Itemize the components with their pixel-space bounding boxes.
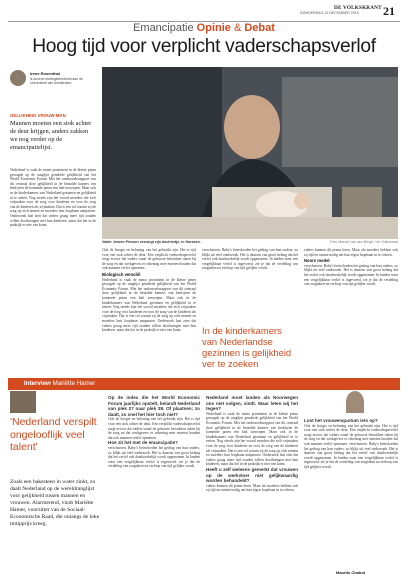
answer-2: verschuiven. Baby's beïnvloeden het gedrag van hun ouders, zo blijkt uit veel onderzoek. Het is daarom van groot belang dat het verlof ook daadwerkelijk wordt opgenomen. In landen waar een vergelijkbaar verlof is ingevoerd, zie je dat de verdeling van zorgtaken na verloop van tijd gelijker wordt. — [108, 445, 200, 469]
question-2: Hoe zit het met de emancipatie? — [108, 440, 178, 446]
issue-date: DONDERDAG 19 DECEMBER 2019 — [300, 11, 359, 15]
subhead-noors: Noors model — [304, 258, 330, 264]
section-title — [0, 22, 408, 34]
answer-4: vaders kunnen dit prima leren. Maar als moeders hebben ook zij tijd en ruimte nodig om hun eigen loopbaan in te richten. — [206, 483, 298, 493]
body-column-1 — [10, 168, 96, 373]
answer-5b: verschuiven. Baby's beïnvloeden het gedrag van hun ouders, zo blijkt uit veel onderzoek. Het is daarom van groot belang dat het verlof ook daadwerkelijk wordt opgenomen. In landen waar een vergelijkbaar verlof is ingevoerd, zie je dat de verdeling van zorgtaken na verloop van tijd gelijker wordt. — [304, 441, 398, 469]
section-prefix: Emancipatie — [133, 22, 194, 34]
body-text-3: verschuiven. Baby's beïnvloeden het gedrag van hun ouders, zo blijkt uit veel onderzoek. Het is daarom van groot belang dat het verlof ook daadwerkelijk wordt opgenomen. In landen waar een vergelijkbaar verlof is ingevoerd, zie je dat de verdeling van zorgtaken na verloop van tijd gelijker wordt. — [202, 248, 298, 271]
newspaper-brand: DE VOLKSKRANT — [334, 5, 382, 11]
answer-5: Ook de hoogte en beloning van het gebruikt zijn. Het is tijd voor een stok achter de deur. Een verplicht vaderschapsverlof zorgt ervoor dat vaders vanaf de geboorte betrokken raken bij de zorg en dat werkgevers er rekening mee moeten houden dat ook mannen verlof opnemen. — [304, 423, 398, 446]
interview-bar — [8, 378, 400, 390]
interview-intro: Zoals een bakesteen in water zinkt, zo daalt Nederland op de wereldranglijst voor gelijkheid tussen mannen en vrouwen. Alarmerend, vindt Mariëtte Hamer, voorzitter van de Sociaal-Economische Raad, die onlangs de loke tmtipprijs kreeg. — [10, 479, 100, 527]
question-3: Nederland moet landen als Noorwegen ons niet volgen, vindt. Waar leten wij het tegen? — [206, 395, 298, 412]
author-name: Irene Rosenthal — [30, 71, 61, 76]
body-text-4: vaders kunnen dit prima leren. Maar als moeders hebben ook zij tijd en ruimte nodig om hun eigen loopbaan in te richten. — [304, 248, 398, 257]
interview-label: Interview — [24, 380, 51, 387]
body-text-1: Nederland is vaak de minst prominent in de kleine pinen gewagde op de ranglijst genderde gelijkheid van het World Economic Forum. Met het onderzoeksrapport van dit centraal door gelijkheid in de betaalde kamers van bedrijven de komende poten een halt toeroepen. Maar ook in de kinderkamers van Nederland gezinnen en gelijkheid in te zetten. Nog steeds zijn het vooral moeders die zich vrijmaken voor de zorg voor kinderen en voor de zorg van de kinderen als vrijmaken. Dat is een rol waarin zij de zorg op zich nemen en moeders hun loopbaan aanpassen. Onderzoek laat zien dat vaders graag meer tijd zouden willen doorbrengen met hun kinderen, maar dat het in de praktijk er niet van komt. — [10, 168, 96, 228]
interview-column-1 — [108, 395, 200, 581]
subhead-biologisch: Biologisch verschil — [102, 271, 141, 277]
body-column-4 — [304, 248, 398, 375]
body-column-3 — [202, 248, 298, 322]
question-1: Op de index die het World Economic Forum jaarlijks opstelt, belandt Nederland van plek 27 naar plek 38. Of plaatsen; zo daalt, zo snel het hier toch niet? — [108, 395, 200, 417]
interview-signature: Maurits Chabot — [336, 570, 366, 575]
interview-thumbnail — [10, 391, 36, 413]
answer-1: Ook de hoogte en beloning van het gebruikt zijn. Het is tijd voor een stok achter de deur. Een verplicht vaderschapsverlof zorgt ervoor dat vaders vanaf de geboorte betrokken raken bij de zorg en dat werkgevers er rekening mee moeten houden dat ook mannen verlof opnemen. — [108, 417, 200, 440]
photo-caption-row — [102, 240, 398, 244]
photo-illustration — [102, 67, 398, 239]
interview-column-2 — [206, 395, 298, 581]
page-headline: Hoog tijd voor verplicht vaderschapsverlof — [32, 36, 376, 57]
question-5: Lost het vrouwenquotum iets op? — [304, 418, 378, 423]
photo-caption: Vader Jeroen Prinsen verzorgt zijn dochtertje, in Horssen. — [102, 240, 201, 244]
author-role: is docent rechtsgeleerdheid aan de Universiteit van Amsterdam. — [30, 77, 83, 85]
article-lead: Mannen moeten een stok achter de deur krijgen, anders zakken we nog verder op de emancipatielijst. — [10, 120, 92, 151]
photo-credit: Foto Marcel van den Bergh / de Volkskrant — [330, 240, 398, 244]
body-text-2b: Nederland is vaak de minst prominent in de kleine pinen gewagde op de ranglijst genderde gelijkheid van het World Economic Forum. Met het onderzoeksrapport van dit centraal door gelijkheid in de betaalde kamers van bedrijven de komende poten een halt toeroepen. Maar ook in de kinderkamers van Nederland gezinnen en gelijkheid in te zetten. Nog steeds zijn het vooral moeders die zich vrijmaken voor de zorg voor kinderen en voor de zorg van de kinderen als vrijmaken. Dat is een rol waarin zij de zorg op zich nemen en moeders hun loopbaan aanpassen. Onderzoek laat zien dat vaders graag meer tijd zouden willen doorbrengen met hun kinderen, maar dat het in de praktijk er niet van komt. — [102, 277, 196, 333]
interview-name: Mariëtte Hamer — [52, 380, 96, 387]
interview-bar-text — [24, 380, 95, 387]
question-4: Heeft u zelf weleens gemerkt dat vrouwen op de werkvloer niet gelijkwaardig worden behandeld? — [206, 466, 298, 484]
section-sub: Debat — [244, 22, 275, 34]
body-text-4b: verschuiven. Baby's beïnvloeden het gedrag van hun ouders, zo blijkt uit veel onderzoek. Het is daarom van groot belang dat het verlof ook daadwerkelijk wordt opgenomen. In landen waar een vergelijkbaar verlof is ingevoerd, zie je dat de verdeling van zorgtaken na verloop van tijd gelijker wordt. — [304, 263, 398, 287]
answer-3: Nederland is vaak de minst prominent in de kleine pinen gewagde op de ranglijst genderde gelijkheid van het World Economic Forum. Met het onderzoeksrapport van dit centraal door gelijkheid in de betaalde kamers van bedrijven de komende poten een halt toeroepen. Maar ook in de kinderkamers van Nederland gezinnen en gelijkheid in te zetten. Nog steeds zijn het vooral moeders die zich vrijmaken voor de zorg voor kinderen en voor de zorg van de kinderen als vrijmaken. Dat is een rol waarin zij de zorg op zich nemen en moeders hun loopbaan aanpassen. Onderzoek laat zien dat vaders graag meer tijd zouden willen doorbrengen met hun kinderen, maar dat het in de praktijk er niet van komt. — [206, 411, 298, 467]
interview-quote: 'Nederland verspilt ongelooflijk veel talent' — [10, 416, 97, 453]
author-avatar — [10, 70, 26, 86]
interview-column-3 — [304, 418, 398, 568]
section-main: Opinie — [196, 22, 231, 34]
article-photo — [102, 67, 398, 239]
page-number: 21 — [383, 4, 395, 18]
section-amp: & — [230, 22, 245, 34]
pull-quote: In de kinderkamers van Nederlandse gezinnen is gelijkheid ver te zoeken — [202, 325, 292, 369]
body-column-2 — [102, 248, 196, 375]
body-text-2: Ook de hoogte en beloning van het gebruikt zijn. Het is tijd voor een stok achter de deur. Een verplicht vaderschapsverlof zorgt ervoor dat vaders vanaf de geboorte betrokken raken bij de zorg en dat werkgevers er rekening mee moeten houden dat ook mannen verlof opnemen. — [102, 248, 196, 271]
article-kicker: GELIJKHEID VROUW-MAN — [10, 113, 66, 118]
interview-portrait — [346, 391, 364, 413]
